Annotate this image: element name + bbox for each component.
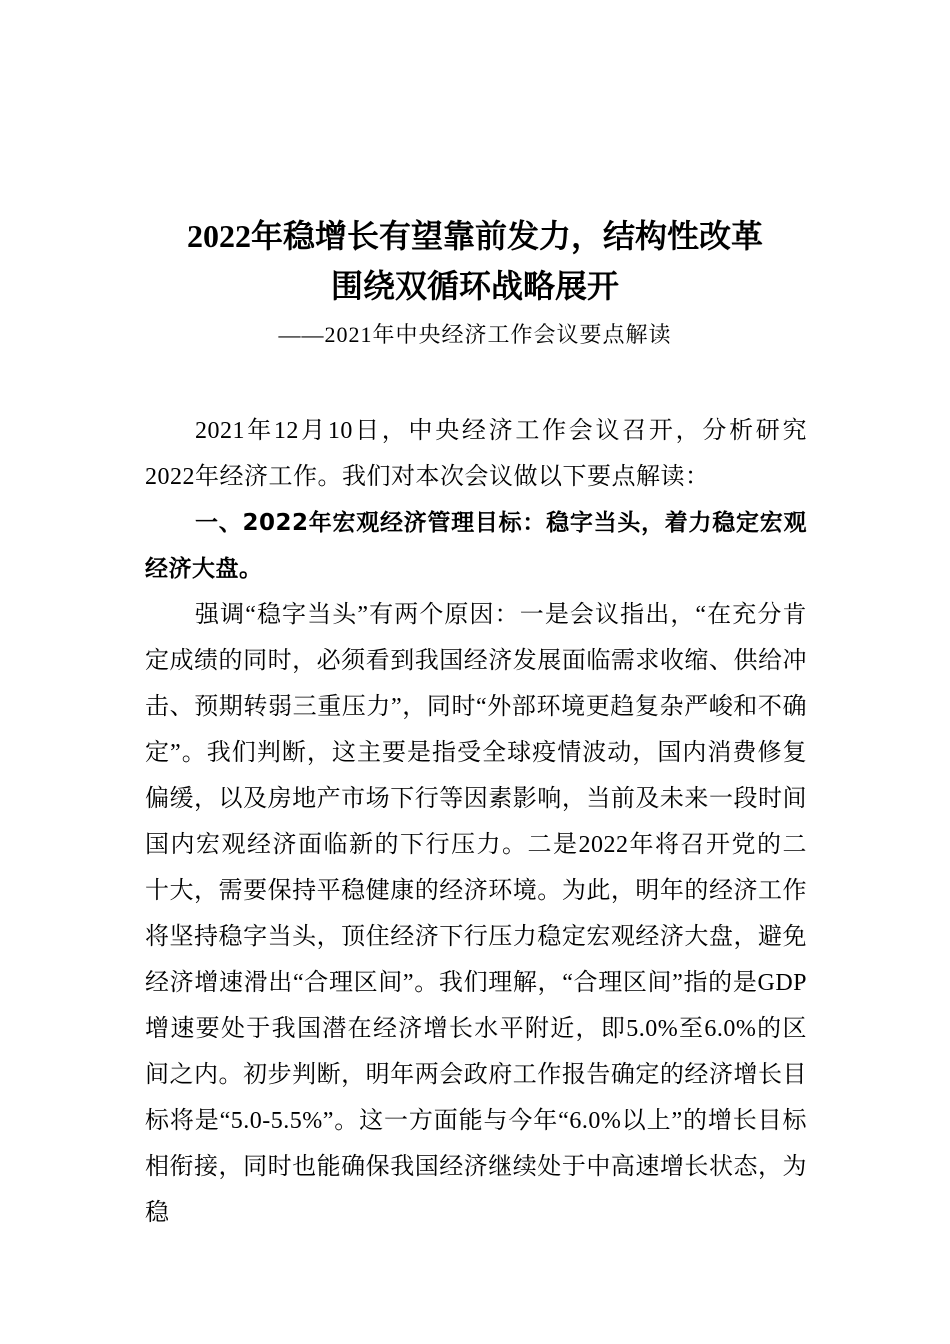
document-title-line-1: 2022年稳增长有望靠前发力，结构性改革 bbox=[186, 218, 763, 254]
intro-paragraph: 2021年12月10日，中央经济工作会议召开，分析研究2022年经济工作。我们对本次会议做以下要点解读： bbox=[145, 418, 807, 490]
document-title-line-2: 围绕双循环战略展开 bbox=[330, 268, 619, 304]
document-subtitle: ——2021年中央经济工作会议要点解读 bbox=[278, 322, 672, 347]
section-heading: 一、2022年宏观经济管理目标：稳字当头，着力稳定宏观经济大盘。 bbox=[145, 510, 807, 582]
body-paragraph: 强调“稳字当头”有两个原因：一是会议指出，“在充分肯定成绩的同时，必须看到我国经济发展面临需求收缩、供给冲击、预期转弱三重压力”，同时“外部环境更趋复杂严峻和不确定”。我们判断，这主要是指受全球疫情波动，国内消费修复偏缓，以及房地产市场下行等因素影响，当前及未来一段时间国内宏观经济面临新的下行压力。二是2022年将召开党的二十大，需要保持平稳健康的经济环境。为此，明年的经济工作将坚持稳字当头，顶住经济下行压力稳定宏观经济大盘，避免经济增速滑出“合理区间”。我们理解，“合理区间”指的是GDP增速要处于我国潜在经济增长水平附近，即5.0%至6.0%的区间之内。初步判断，明年两会政府工作报告确定的经济增长目标将是“5.0-5.5%”。这一方面能与今年“6.0%以上”的增长目标相衔接，同时也能确保我国经济继续处于中高速增长状态，为稳 bbox=[145, 602, 807, 1226]
document-body bbox=[145, 408, 807, 1236]
